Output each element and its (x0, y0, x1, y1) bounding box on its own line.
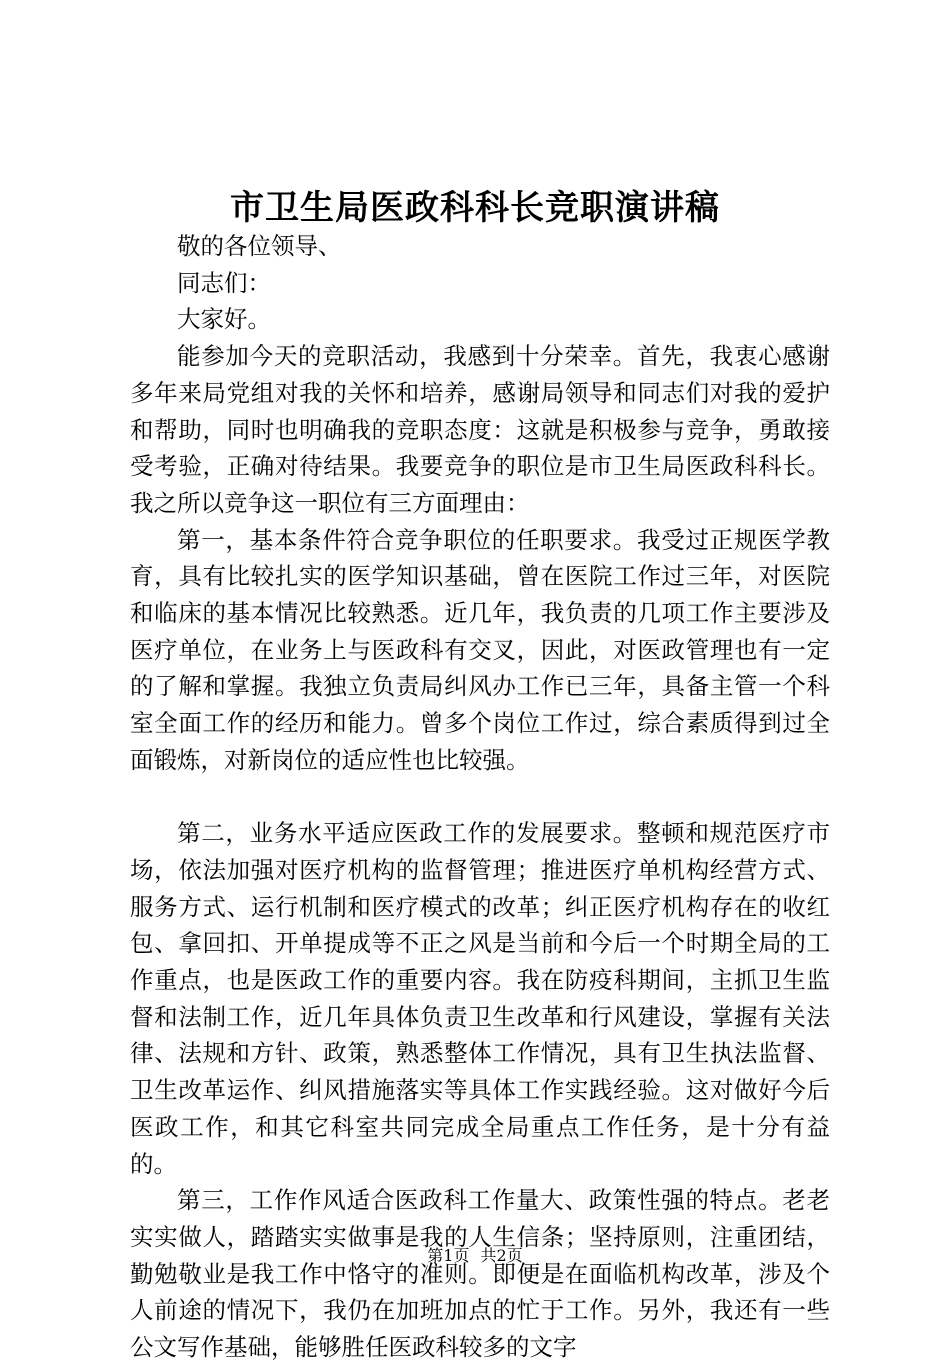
salutation-line-1: 敬的各位领导、 (177, 232, 342, 260)
salutation-line-2: 同志们： (177, 268, 271, 297)
page-number: 第1页 (427, 1246, 470, 1265)
body-paragraph-first: 第一，基本条件符合竞争职位的任职要求。我受过正规医学教育，具有比较扎实的医学知识基础，曾在医院工作过三年，对医院和临床的基本情况比较熟悉。近几年，我负责的几项工作主要涉及医疗单位，在业务上与医政科有交叉，因此，对医政管理也有一定的了解和掌握。我独立负责局纠风办工作已三年，具备主管一个科室全面工作的经历和能力。曾多个岗位工作过，综合素质得到过全面锻炼，对新岗位的适应性也比较强。 (130, 525, 830, 774)
page-footer (0, 1244, 950, 1268)
greeting-line: 大家好。 (177, 305, 271, 334)
body-paragraph-second: 第二，业务水平适应医政工作的发展要求。整顿和规范医疗市场，依法加强对医疗机构的监督管理；推进医疗单机构经营方式、服务方式、运行机制和医疗模式的改革；纠正医疗机构存在的收红包、拿回扣、开单提成等不正之风是当前和今后一个时期全局的工作重点，也是医政工作的重要内容。我在防疫科期间，主抓卫生监督和法制工作，近几年具体负责卫生改革和行风建设，掌握有关法律、法规和方针、政策，熟悉整体工作情况，具有卫生执法监督、卫生改革运作、纠风措施落实等具体工作实践经验。这对做好今后医政工作，和其它科室共同完成全局重点工作任务，是十分有益的。 (130, 819, 830, 1178)
document-title: 市卫生局医政科科长竞职演讲稿 (230, 188, 720, 228)
body-paragraph-intro: 能参加今天的竞职活动，我感到十分荣幸。首先，我衷心感谢多年来局党组对我的关怀和培养，感谢局领导和同志们对我的爱护和帮助，同时也明确我的竞职态度：这就是积极参与竞争，勇敢接受考验，正确对待结果。我要竞争的职位是市卫生局医政科科长。我之所以竞争这一职位有三方面理由： (130, 342, 830, 517)
document-body (130, 228, 830, 1366)
page-total: 共2页 (480, 1246, 523, 1265)
body-paragraph-third: 第三，工作作风适合医政科工作量大、政策性强的特点。老老实实做人，踏踏实实做事是我的人生信条；坚持原则，注重团结，勤勉敬业是我工作中恪守的准则。即便是在面临机构改革，涉及个人前途的情况下，我仍在加班加点的忙于工作。另外，我还有一些公文写作基础，能够胜任医政科较多的文字 (130, 1186, 830, 1362)
